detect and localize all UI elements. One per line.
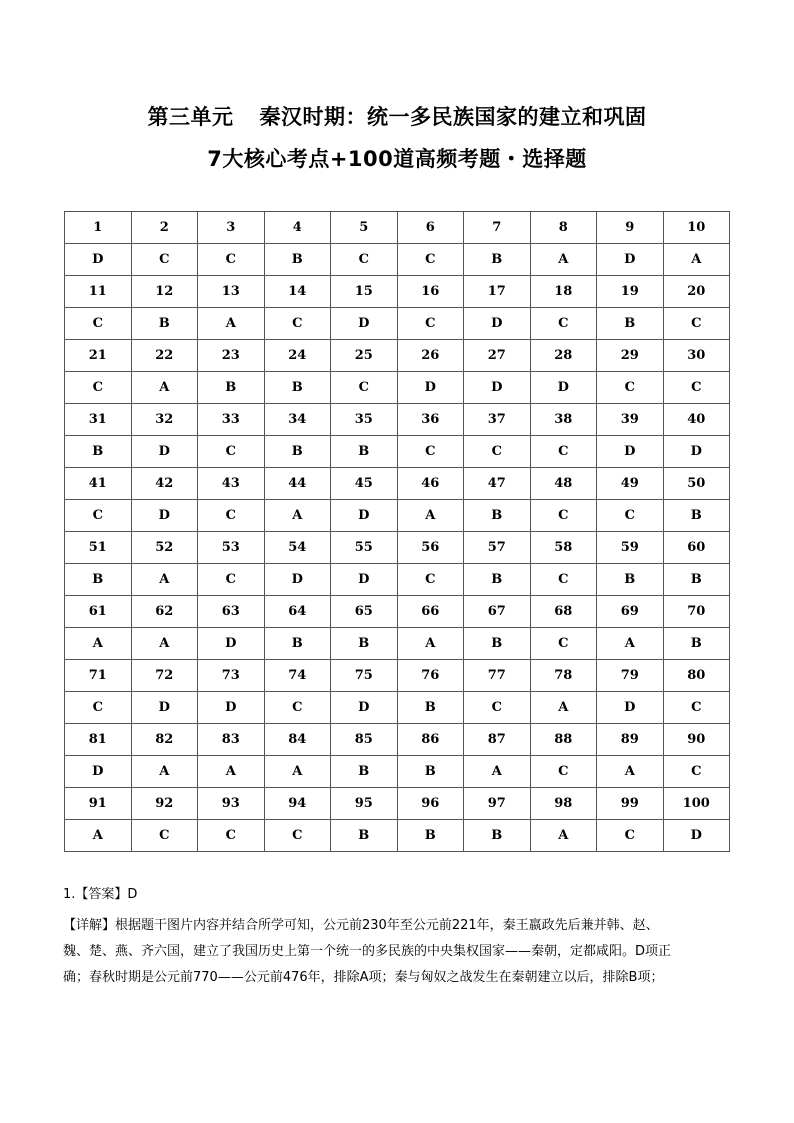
answer-cell: A [397, 500, 464, 532]
answer-cell: B [464, 820, 531, 852]
question-number-cell: 7 [464, 212, 531, 244]
detail-line: 【详解】根据题干图片内容并结合所学可知，公元前230年至公元前221年，秦王嬴政先后兼并韩、赵、 [63, 918, 659, 933]
question-number-cell: 16 [397, 276, 464, 308]
answer-cell: C [65, 692, 132, 724]
answer-cell: C [663, 308, 730, 340]
question-number-cell: 65 [331, 596, 398, 628]
question-number-cell: 20 [663, 276, 730, 308]
answer-cell: C [198, 820, 265, 852]
answer-cell: D [663, 436, 730, 468]
question-number-cell: 12 [131, 276, 198, 308]
question-number-cell: 18 [530, 276, 597, 308]
question-number-cell: 56 [397, 532, 464, 564]
question-number-cell: 9 [597, 212, 664, 244]
answer-cell: C [264, 308, 331, 340]
answer-cell: D [331, 308, 398, 340]
question-number-cell: 71 [65, 660, 132, 692]
answer-cell: D [331, 564, 398, 596]
answer-cell: B [264, 628, 331, 660]
answer-cell: C [198, 436, 265, 468]
question-number-cell: 42 [131, 468, 198, 500]
answer-row [65, 820, 730, 852]
question-number-cell: 47 [464, 468, 531, 500]
answer-cell: A [464, 756, 531, 788]
question-number-cell: 75 [331, 660, 398, 692]
answer-cell: C [331, 372, 398, 404]
answer-cell: B [331, 820, 398, 852]
question-number-cell: 80 [663, 660, 730, 692]
question-number-cell: 22 [131, 340, 198, 372]
question-number-cell: 19 [597, 276, 664, 308]
question-number-cell: 35 [331, 404, 398, 436]
question-number-cell: 54 [264, 532, 331, 564]
question-number-cell: 93 [198, 788, 265, 820]
answer-cell: D [131, 692, 198, 724]
answer-cell: B [464, 564, 531, 596]
answer-cell: C [597, 500, 664, 532]
question-number-cell: 30 [663, 340, 730, 372]
answer-cell: C [397, 436, 464, 468]
answer-cell: C [131, 820, 198, 852]
answer-cell: B [663, 628, 730, 660]
answer-cell: B [663, 564, 730, 596]
question-number-cell: 23 [198, 340, 265, 372]
question-number-cell: 79 [597, 660, 664, 692]
question-number-cell: 28 [530, 340, 597, 372]
detail-line: 魏、楚、燕、齐六国，建立了我国历史上第一个统一的多民族的中央集权国家——秦朝，定都咸阳。D项正 [63, 944, 672, 959]
answer-cell: D [597, 436, 664, 468]
question-number-cell: 49 [597, 468, 664, 500]
question-number-cell: 98 [530, 788, 597, 820]
question-number-cell: 41 [65, 468, 132, 500]
question-number-row [65, 340, 730, 372]
question-number-cell: 66 [397, 596, 464, 628]
answer-cell: C [663, 756, 730, 788]
question-number-cell: 5 [331, 212, 398, 244]
question-number-cell: 32 [131, 404, 198, 436]
question-number-cell: 34 [264, 404, 331, 436]
question-number-cell: 99 [597, 788, 664, 820]
question-number-cell: 26 [397, 340, 464, 372]
question-number-cell: 57 [464, 532, 531, 564]
question-number-cell: 92 [131, 788, 198, 820]
answer-cell: A [131, 628, 198, 660]
question-number-cell: 59 [597, 532, 664, 564]
answer-cell: A [264, 500, 331, 532]
answer-cell: D [530, 372, 597, 404]
question-number-cell: 87 [464, 724, 531, 756]
answer-cell: B [331, 436, 398, 468]
question-number-cell: 50 [663, 468, 730, 500]
question-number-cell: 58 [530, 532, 597, 564]
answer-cell: C [464, 692, 531, 724]
question-number-cell: 6 [397, 212, 464, 244]
answer-cell: C [65, 308, 132, 340]
answer-cell: B [264, 244, 331, 276]
question-number-cell: 78 [530, 660, 597, 692]
question-number-cell: 15 [331, 276, 398, 308]
answer-cell: C [198, 244, 265, 276]
question-number-cell: 4 [264, 212, 331, 244]
answer-cell: A [530, 244, 597, 276]
answer-cell: B [198, 372, 265, 404]
answer-cell: A [131, 756, 198, 788]
question-number-cell: 11 [65, 276, 132, 308]
question-number-cell: 69 [597, 596, 664, 628]
question-number-cell: 89 [597, 724, 664, 756]
answer-row [65, 756, 730, 788]
answer-cell: B [597, 308, 664, 340]
answer-cell: D [397, 372, 464, 404]
answer-cell: C [131, 244, 198, 276]
answer-cell: C [530, 500, 597, 532]
question-number-cell: 70 [663, 596, 730, 628]
answer-cell: A [131, 372, 198, 404]
question-number-cell: 94 [264, 788, 331, 820]
answer-cell: D [331, 500, 398, 532]
question-number-cell: 55 [331, 532, 398, 564]
question-number-cell: 52 [131, 532, 198, 564]
question-number-cell: 39 [597, 404, 664, 436]
answer-cell: D [464, 372, 531, 404]
question-number-cell: 63 [198, 596, 265, 628]
answer-row [65, 692, 730, 724]
question-number-cell: 74 [264, 660, 331, 692]
answer-row [65, 436, 730, 468]
answer-row [65, 244, 730, 276]
answer-cell: D [65, 244, 132, 276]
question-number-cell: 88 [530, 724, 597, 756]
answer-cell: C [397, 308, 464, 340]
question-number-cell: 77 [464, 660, 531, 692]
answer-table [64, 211, 730, 852]
question-number-row [65, 276, 730, 308]
answer-cell: C [464, 436, 531, 468]
answer-cell: C [65, 500, 132, 532]
question-number-cell: 27 [464, 340, 531, 372]
question-number-cell: 46 [397, 468, 464, 500]
question-number-row [65, 596, 730, 628]
question-number-cell: 81 [65, 724, 132, 756]
question-number-cell: 21 [65, 340, 132, 372]
question-number-cell: 37 [464, 404, 531, 436]
question-number-cell: 83 [198, 724, 265, 756]
question-number-cell: 29 [597, 340, 664, 372]
question-number-row [65, 724, 730, 756]
answer-cell: C [530, 308, 597, 340]
answer-cell: D [198, 628, 265, 660]
answer-cell: A [65, 628, 132, 660]
question-number-row [65, 404, 730, 436]
question-number-cell: 90 [663, 724, 730, 756]
question-number-cell: 64 [264, 596, 331, 628]
question-number-cell: 53 [198, 532, 265, 564]
answer-cell: B [663, 500, 730, 532]
question-number-cell: 68 [530, 596, 597, 628]
answer-cell: B [464, 628, 531, 660]
answer-cell: B [331, 756, 398, 788]
answer-cell: B [65, 436, 132, 468]
question-number-cell: 31 [65, 404, 132, 436]
question-number-row [65, 212, 730, 244]
answer-cell: D [264, 564, 331, 596]
answer-cell: C [264, 692, 331, 724]
question-number-cell: 17 [464, 276, 531, 308]
question-number-cell: 33 [198, 404, 265, 436]
question-number-cell: 61 [65, 596, 132, 628]
answer-cell: A [597, 756, 664, 788]
answer-cell: C [663, 372, 730, 404]
answer-detail [63, 913, 731, 991]
answer-heading: 1.【答案】D [63, 887, 138, 902]
answer-cell: B [597, 564, 664, 596]
question-number-cell: 72 [131, 660, 198, 692]
question-number-cell: 3 [198, 212, 265, 244]
question-number-cell: 48 [530, 468, 597, 500]
answer-cell: C [530, 564, 597, 596]
answer-cell: D [597, 692, 664, 724]
answer-cell: B [331, 628, 398, 660]
answer-cell: D [65, 756, 132, 788]
answer-cell: A [397, 628, 464, 660]
answer-cell: C [198, 500, 265, 532]
answer-cell: C [597, 820, 664, 852]
answer-cell: B [464, 500, 531, 532]
answer-cell: B [131, 308, 198, 340]
question-number-row [65, 532, 730, 564]
answer-cell: C [397, 564, 464, 596]
question-number-cell: 60 [663, 532, 730, 564]
question-number-row [65, 788, 730, 820]
answer-row [65, 308, 730, 340]
unit-topic: 秦汉时期：统一多民族国家的建立和巩固 [259, 105, 647, 129]
question-number-cell: 86 [397, 724, 464, 756]
answer-cell: A [65, 820, 132, 852]
question-number-row [65, 660, 730, 692]
answer-cell: B [397, 692, 464, 724]
answer-cell: D [597, 244, 664, 276]
question-number-cell: 38 [530, 404, 597, 436]
question-number-cell: 45 [331, 468, 398, 500]
answer-cell: A [597, 628, 664, 660]
answer-cell: D [331, 692, 398, 724]
question-number-cell: 73 [198, 660, 265, 692]
question-number-cell: 44 [264, 468, 331, 500]
answer-cell: A [530, 820, 597, 852]
answer-cell: A [198, 308, 265, 340]
question-number-cell: 40 [663, 404, 730, 436]
answer-cell: D [198, 692, 265, 724]
answer-cell: B [464, 244, 531, 276]
question-number-cell: 51 [65, 532, 132, 564]
answer-cell: C [663, 692, 730, 724]
question-number-cell: 1 [65, 212, 132, 244]
answer-cell: B [397, 756, 464, 788]
answer-cell: A [530, 692, 597, 724]
answer-cell: A [131, 564, 198, 596]
question-number-cell: 62 [131, 596, 198, 628]
question-number-cell: 85 [331, 724, 398, 756]
answer-cell: C [198, 564, 265, 596]
answer-cell: A [264, 756, 331, 788]
question-number-cell: 10 [663, 212, 730, 244]
answer-cell: C [597, 372, 664, 404]
question-number-cell: 67 [464, 596, 531, 628]
question-number-cell: 14 [264, 276, 331, 308]
page-title [0, 104, 794, 130]
answer-cell: C [530, 756, 597, 788]
question-number-cell: 25 [331, 340, 398, 372]
question-number-cell: 95 [331, 788, 398, 820]
answer-cell: C [264, 820, 331, 852]
question-number-cell: 13 [198, 276, 265, 308]
answer-cell: A [198, 756, 265, 788]
answer-row [65, 628, 730, 660]
question-number-cell: 82 [131, 724, 198, 756]
answer-row [65, 372, 730, 404]
answer-cell: D [663, 820, 730, 852]
question-number-cell: 76 [397, 660, 464, 692]
question-number-cell: 36 [397, 404, 464, 436]
question-number-cell: 96 [397, 788, 464, 820]
unit-label: 第三单元 [147, 105, 234, 129]
question-number-cell: 8 [530, 212, 597, 244]
question-number-cell: 2 [131, 212, 198, 244]
answer-cell: D [464, 308, 531, 340]
answer-cell: C [530, 436, 597, 468]
answer-row [65, 500, 730, 532]
detail-line: 确；春秋时期是公元前770——公元前476年，排除A项；秦与匈奴之战发生在秦朝建立以后，排除B项； [63, 970, 664, 985]
answer-cell: D [131, 436, 198, 468]
answer-cell: B [65, 564, 132, 596]
answer-cell: C [397, 244, 464, 276]
answer-cell: C [65, 372, 132, 404]
answer-cell: B [264, 372, 331, 404]
answer-cell: D [131, 500, 198, 532]
question-number-cell: 91 [65, 788, 132, 820]
answer-cell: B [264, 436, 331, 468]
question-number-cell: 24 [264, 340, 331, 372]
question-number-cell: 100 [663, 788, 730, 820]
question-number-cell: 97 [464, 788, 531, 820]
page-subtitle: 7大核心考点+100道高频考题・选择题 [207, 147, 587, 171]
answer-cell: A [663, 244, 730, 276]
answer-cell: B [397, 820, 464, 852]
question-number-cell: 84 [264, 724, 331, 756]
answer-row [65, 564, 730, 596]
question-number-cell: 43 [198, 468, 265, 500]
question-number-row [65, 468, 730, 500]
answer-cell: C [530, 628, 597, 660]
answer-cell: C [331, 244, 398, 276]
